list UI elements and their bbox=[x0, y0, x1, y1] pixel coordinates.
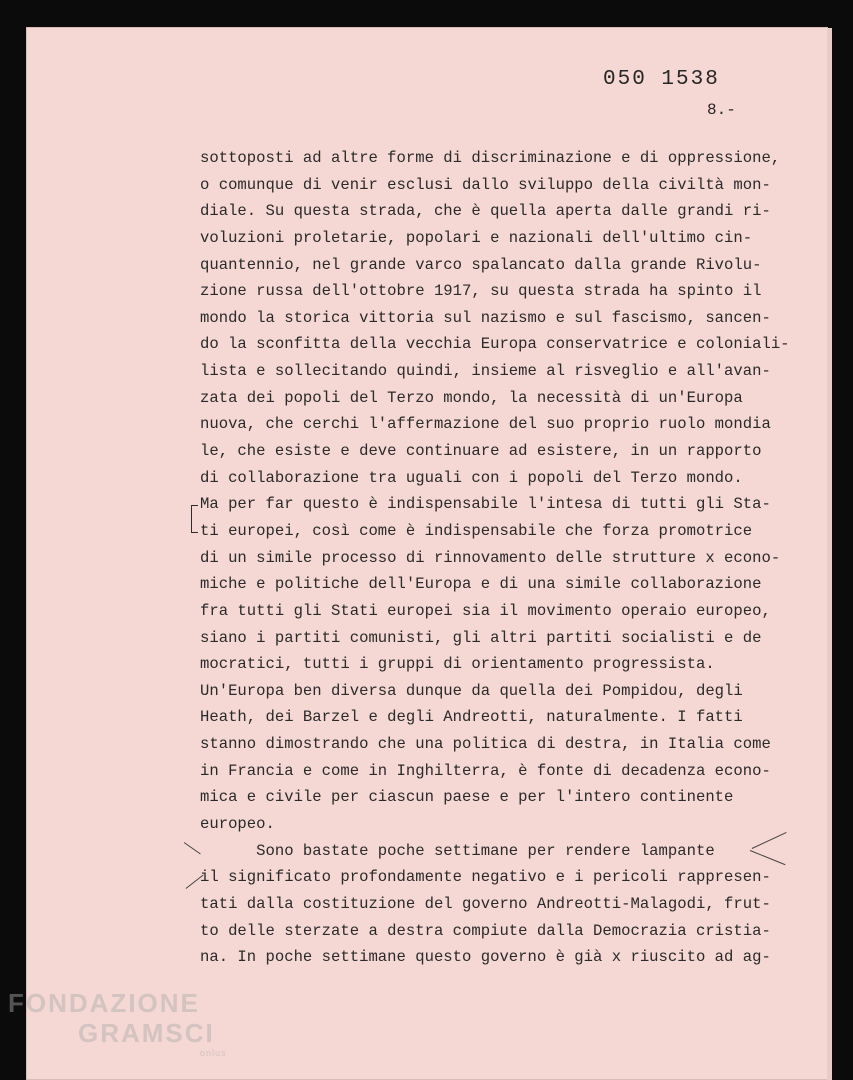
watermark-line-2: GRAMSCI bbox=[78, 1018, 215, 1048]
watermark-line-1: FONDAZIONE bbox=[8, 988, 200, 1018]
text-line: nuova, che cerchi l'affermazione del suo proprio ruolo mondia bbox=[200, 415, 771, 434]
text-line: Un'Europa ben diversa dunque da quella dei Pompidou, degli bbox=[200, 681, 743, 700]
text-line: sottoposti ad altre forme di discriminazione e di oppressione, bbox=[200, 149, 781, 167]
text-line: siano i partiti comunisti, gli altri partiti socialisti e de bbox=[200, 628, 762, 647]
text-line: Ma per far questo è indispensabile l'intesa di tutti gli Sta- bbox=[200, 495, 771, 514]
text-line: ti europei, così come è indispensabile che forza promotrice bbox=[200, 521, 753, 540]
text-line: voluzioni proletarie, popolari e nazionali dell'ultimo cin- bbox=[200, 228, 753, 247]
text-line: Sono bastate poche settimane per rendere lampante bbox=[200, 841, 715, 860]
text-line: di collaborazione tra uguali con i popoli del Terzo mondo. bbox=[200, 468, 743, 487]
text-line: o comunque di venir esclusi dallo sviluppo della civiltà mon- bbox=[200, 175, 771, 194]
text-line: Heath, dei Barzel e degli Andreotti, naturalmente. I fatti bbox=[200, 708, 743, 727]
fondazione-gramsci-watermark bbox=[8, 988, 227, 1058]
text-line: di un simile processo di rinnovamento delle strutture x econo- bbox=[200, 548, 781, 567]
text-line: stanno dimostrando che una politica di destra, in Italia come bbox=[200, 735, 771, 754]
text-line: miche e politiche dell'Europa e di una simile collaborazione bbox=[200, 575, 762, 594]
text-line: quantennio, nel grande varco spalancato dalla grande Rivolu- bbox=[200, 255, 762, 274]
text-line: lista e sollecitando quindi, insieme al risveglio e all'avan- bbox=[200, 362, 771, 381]
text-line: zata dei popoli del Terzo mondo, la necessità di un'Europa bbox=[200, 388, 743, 407]
page-edge bbox=[827, 28, 832, 1080]
page-number: 8.- bbox=[707, 101, 736, 119]
text-line: do la sconfitta della vecchia Europa conservatrice e coloniali- bbox=[200, 335, 790, 354]
text-line: in Francia e come in Inghilterra, è fonte di decadenza econo- bbox=[200, 761, 771, 780]
text-line: mica e civile per ciascun paese e per l'intero continente bbox=[200, 788, 734, 807]
text-line: europeo. bbox=[200, 815, 275, 834]
text-line: tati dalla costituzione del governo Andreotti-Malagodi, frut- bbox=[200, 894, 771, 913]
text-line: il significato profondamente negativo e i pericoli rappresen- bbox=[200, 868, 771, 887]
typed-body-text bbox=[200, 145, 820, 971]
text-line: le, che esiste e deve continuare ad esistere, in un rapporto bbox=[200, 442, 762, 461]
watermark-line-3: onlus bbox=[200, 1048, 227, 1058]
text-line: mocratici, tutti i gruppi di orientamento progressista. bbox=[200, 655, 715, 674]
text-line: to delle sterzate a destra compiute dalla Democrazia cristia- bbox=[200, 921, 771, 940]
text-line: zione russa dell'ottobre 1917, su questa strada ha spinto il bbox=[200, 282, 762, 301]
text-line: mondo la storica vittoria sul nazismo e sul fascismo, sancen- bbox=[200, 308, 771, 327]
text-line: fra tutti gli Stati europei sia il movimento operaio europeo, bbox=[200, 601, 771, 620]
text-line: na. In poche settimane questo governo è già x riuscito ad ag- bbox=[200, 948, 771, 967]
margin-bracket-mark bbox=[191, 505, 198, 533]
text-line: diale. Su questa strada, che è quella aperta dalle grandi ri- bbox=[200, 202, 771, 221]
document-number: 050 1538 bbox=[603, 68, 720, 91]
